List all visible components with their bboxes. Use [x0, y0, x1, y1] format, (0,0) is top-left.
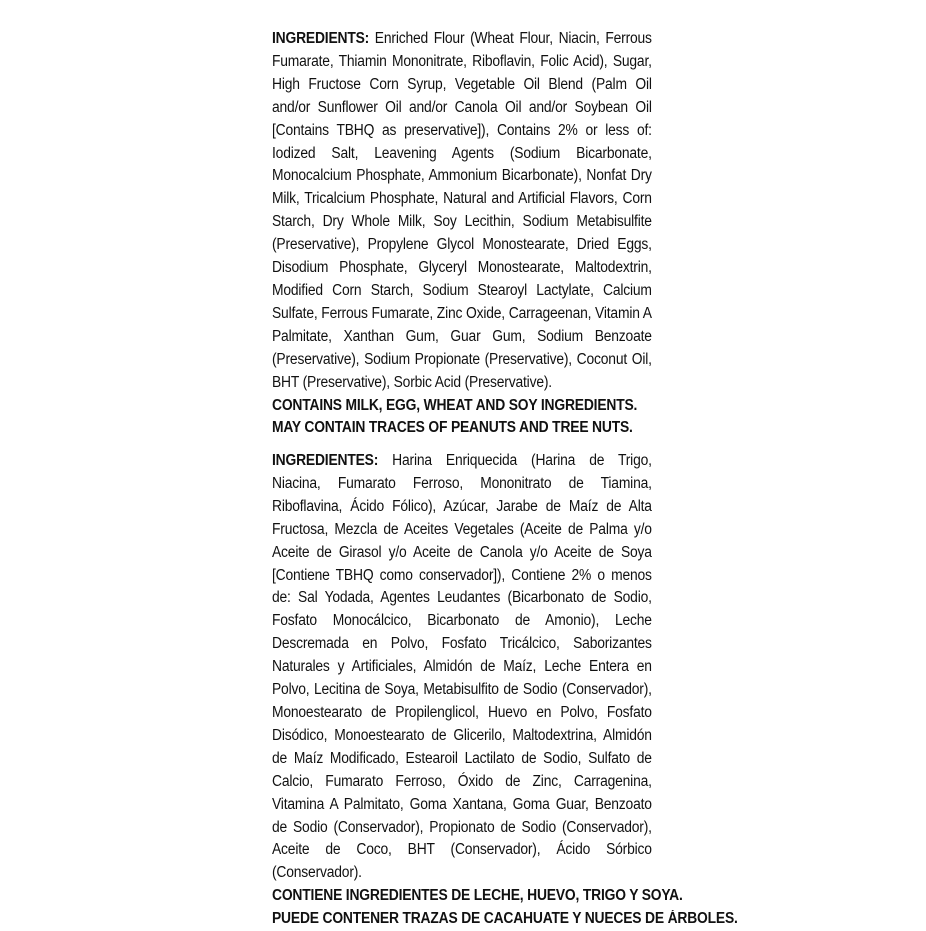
english-ingredients-list: Enriched Flour (Wheat Flour, Niacin, Ferrous Fumarate, Thiamin Mononitrate, Riboflavin, Folic Acid), Sugar, High Fructose Corn Syrup, Vegetable Oil Blend (Palm Oil and/or Sunflower Oil and/or Canola Oil and/or Soybean Oil [Contains TBHQ as preservative]), Contains 2% or less of: Iodized Salt, Leavening Agents (Sodium Bicarbonate, Monocalcium Phosphate, Ammonium Bicarbonate), Nonfat Dry Milk, Tricalcium Phosphate, Natural and Artificial Flavors, Corn Starch, Dry Whole Milk, Soy Lecithin, Sodium Metabisulfite (Preservative), Propylene Glycol Monostearate, Dried Eggs, Disodium Phosphate, Glyceryl Monostearate, Maltodextrin, Modified Corn Starch, Sodium Stearoyl Lactylate, Calcium Sulfate, Ferrous Fumarate, Zinc Oxide, Carrageenan, Vitamin A Palmitate, Xanthan Gum, Guar Gum, Sodium Benzoate (Preservative), Sodium Propionate (Preservative), Coconut Oil, BHT (Preservative), Sorbic Acid (Preservative). — [272, 30, 652, 391]
spanish-ingredients-heading: INGREDIENTES: — [272, 452, 379, 469]
english-ingredients-paragraph — [272, 28, 652, 395]
spanish-ingredients-list: Harina Enriquecida (Harina de Trigo, Niacina, Fumarato Ferroso, Mononitrato de Tiamina, Riboflavina, Ácido Fólico), Azúcar, Jarabe de Maíz de Alta Fructosa, Mezcla de Aceites Vegetales (Aceite de Palma y/o Aceite de Girasol y/o Aceite de Canola y/o Aceite de Soya [Contiene TBHQ como conservador]), Contiene 2% o menos de: Sal Yodada, Agentes Leudantes (Bicarbonato de Sodio, Fosfato Monocálcico, Bicarbonato de Amonio), Leche Descremada en Polvo, Fosfato Tricálcico, Saborizantes Naturales y Artificiales, Almidón de Maíz, Leche Entera en Polvo, Lecitina de Soya, Metabisulfito de Sodio (Conservador), Monoestearato de Propilenglicol, Huevo en Polvo, Fosfato Disódico, Monoestearato de Glicerilo, Maltodextrina, Almidón de Maíz Modificado, Estearoil Lactilato de Sodio, Sulfato de Calcio, Fumarato Ferroso, Óxido de Zinc, Carragenina, Vitamina A Palmitato, Goma Xantana, Goma Guar, Benzoato de Sodio (Conservador), Propionato de Sodio (Conservador), Aceite de Coco, BHT (Conservador), Ácido Sórbico (Conservador). — [272, 452, 652, 882]
spanish-allergen-may-contain: PUEDE CONTENER TRAZAS DE CACAHUATE Y NUECES DE ÁRBOLES. — [272, 910, 738, 928]
english-allergen-contains: CONTAINS MILK, EGG, WHEAT AND SOY INGREDIENTS. — [272, 396, 638, 414]
english-ingredients-heading: INGREDIENTS: — [272, 30, 370, 47]
english-ingredients-section — [272, 28, 652, 440]
spanish-ingredients-paragraph — [272, 450, 652, 885]
spanish-allergen-contains: CONTIENE INGREDIENTES DE LECHE, HUEVO, TRIGO Y SOYA. — [272, 887, 683, 905]
english-allergen-may-contain: MAY CONTAIN TRACES OF PEANUTS AND TREE NUTS. — [272, 419, 633, 437]
spanish-ingredients-section — [272, 450, 738, 931]
